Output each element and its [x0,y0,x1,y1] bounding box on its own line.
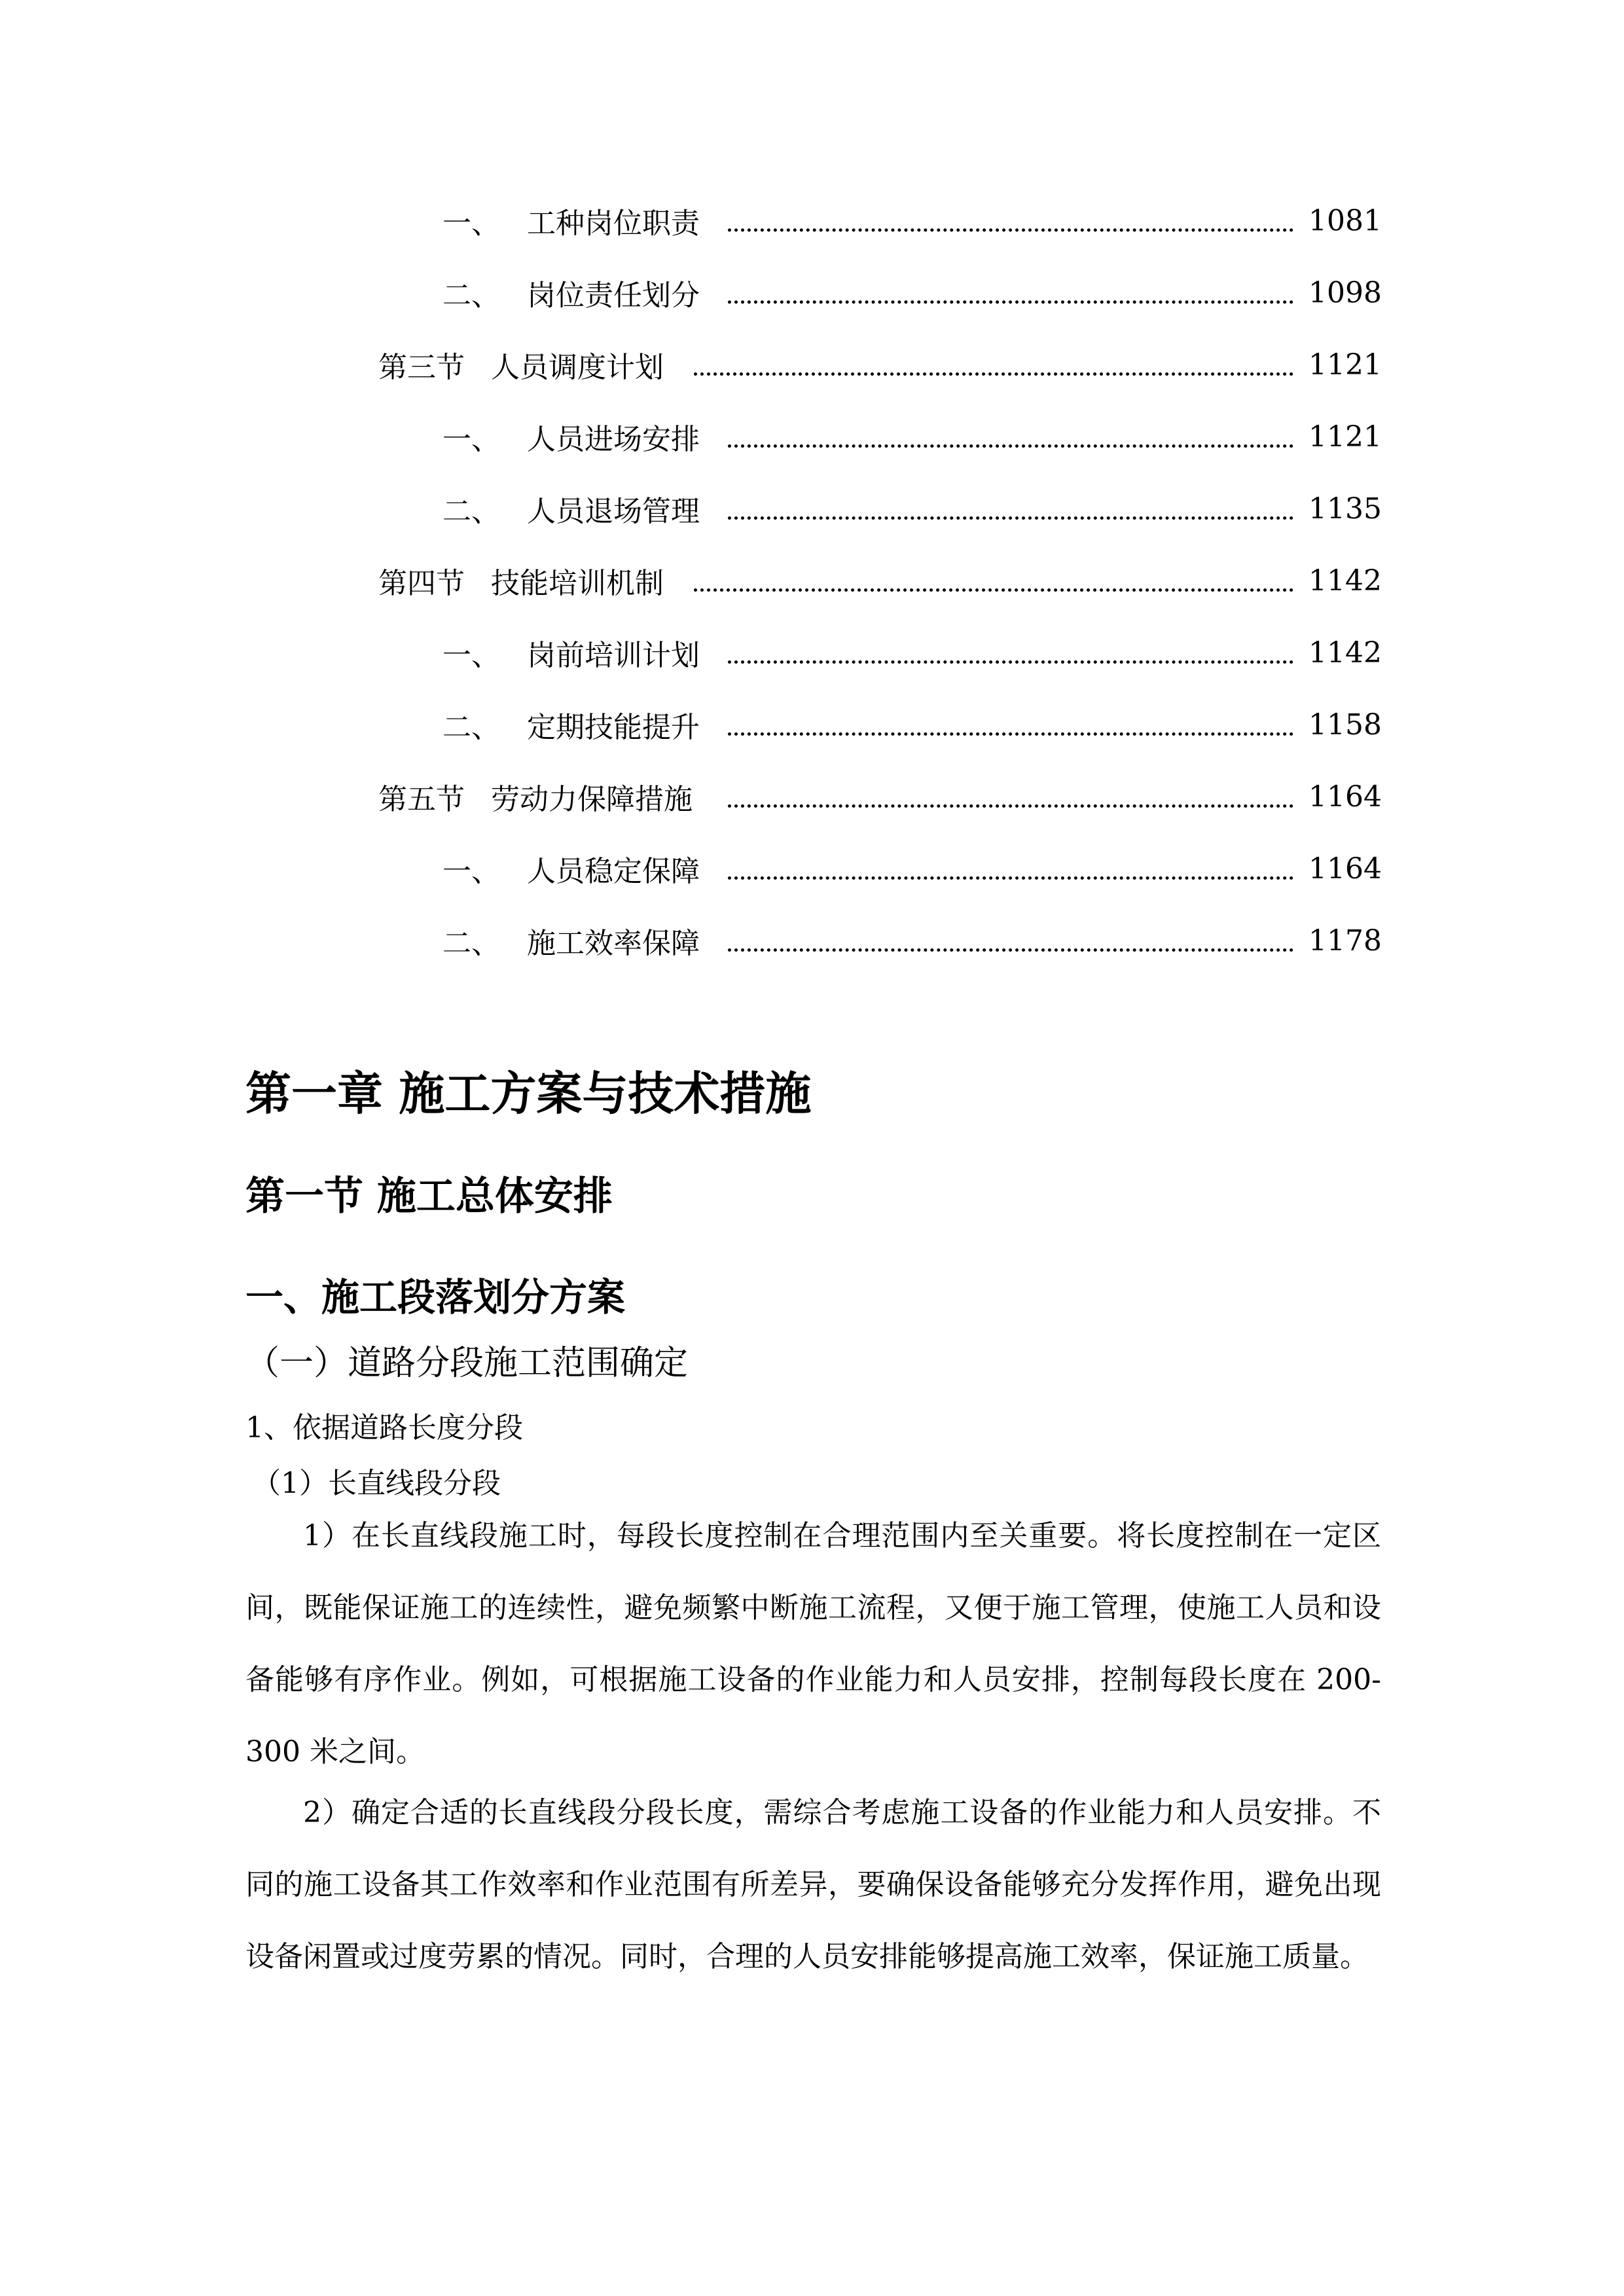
toc-entry-page: 1121 [1308,348,1382,382]
body-paragraph: 2）确定合适的长直线段分段长度，需综合考虑施工设备的作业能力和人员安排。不同的施工设备其工作效率和作业范围有所差异，要确保设备能够充分发挥作用，避免出现设备闲置或过度劳累的情况。同时，合理的人员安排能够提高施工效率，保证施工质量。 [245,1796,1381,1973]
toc-entry-title: 工种岗位职责 [527,207,700,240]
toc-entry-title: 人员进场安排 [527,423,700,456]
toc-entry[interactable] [0,695,1624,754]
toc-entry-prefix: 二、 [442,279,500,312]
toc-entry-prefix: 第四节 [378,567,465,600]
toc-entry-page: 1121 [1308,420,1382,454]
toc-dot-leader [728,300,1293,304]
toc-entry[interactable] [0,407,1624,466]
toc-entry[interactable] [0,335,1624,394]
toc-dot-leader [694,372,1293,376]
toc-dot-leader [728,516,1293,520]
toc-entry-page: 1164 [1308,780,1382,814]
toc-entry-title: 人员调度计划 [491,351,664,384]
toc-entry[interactable] [0,551,1624,610]
toc-dot-leader [728,804,1293,808]
toc-entry-prefix: 第三节 [378,351,465,384]
toc-entry[interactable] [0,479,1624,538]
toc-dot-leader [728,732,1293,736]
toc-dot-leader [728,228,1293,232]
subsection-title: 一、施工段落划分方案 [245,1275,626,1319]
toc-dot-leader [728,876,1293,880]
toc-dot-leader [728,948,1293,952]
toc-entry[interactable] [0,911,1624,970]
toc-entry[interactable] [0,839,1624,898]
toc-entry[interactable] [0,191,1624,250]
toc-entry-page: 1081 [1308,204,1382,238]
toc-dot-leader [728,444,1293,448]
toc-dot-leader [728,660,1293,664]
toc-entry-page: 1098 [1308,276,1382,310]
toc-entry-title: 岗前培训计划 [527,639,700,672]
toc-entry-title: 人员稳定保障 [527,855,700,888]
toc-entry-prefix: 一、 [442,639,500,672]
toc-entry-title: 技能培训机制 [491,567,664,600]
toc-dot-leader [694,588,1293,592]
toc-entry-title: 施工效率保障 [527,927,700,960]
toc-entry-title: 岗位责任划分 [527,279,700,312]
section-title: 第一节 施工总体安排 [245,1174,613,1219]
toc-entry[interactable] [0,767,1624,826]
toc-entry-prefix: 一、 [442,207,500,240]
item-title: 1、依据道路长度分段 [245,1411,523,1444]
toc-entry[interactable] [0,263,1624,322]
toc-entry[interactable] [0,623,1624,682]
toc-entry-prefix: 二、 [442,495,500,528]
toc-entry-title: 劳动力保障措施 [491,783,693,816]
sub-item-title: （1）长直线段分段 [252,1467,501,1500]
toc-entry-title: 人员退场管理 [527,495,700,528]
toc-entry-page: 1135 [1308,492,1382,526]
body-paragraph: 1）在长直线段施工时，每段长度控制在合理范围内至关重要。将长度控制在一定区间，既能保证施工的连续性，避免频繁中断施工流程，又便于施工管理，使施工人员和设备能够有序作业。例如，可根据施工设备的作业能力和人员安排，控制每段长度在 200-300 米之间。 [245,1519,1381,1768]
sub-subsection-title: （一）道路分段施工范围确定 [245,1344,689,1383]
toc-entry-page: 1142 [1308,564,1382,598]
toc-entry-prefix: 二、 [442,711,500,744]
toc-entry-page: 1164 [1308,852,1382,886]
toc-entry-prefix: 二、 [442,927,500,960]
toc-entry-prefix: 一、 [442,423,500,456]
toc-entry-prefix: 一、 [442,855,500,888]
chapter-title: 第一章 施工方案与技术措施 [245,1067,812,1121]
toc-entry-page: 1158 [1308,708,1382,742]
toc-entry-prefix: 第五节 [378,783,465,816]
toc-entry-page: 1178 [1308,924,1382,958]
toc-entry-page: 1142 [1308,636,1382,670]
toc-entry-title: 定期技能提升 [527,711,700,744]
